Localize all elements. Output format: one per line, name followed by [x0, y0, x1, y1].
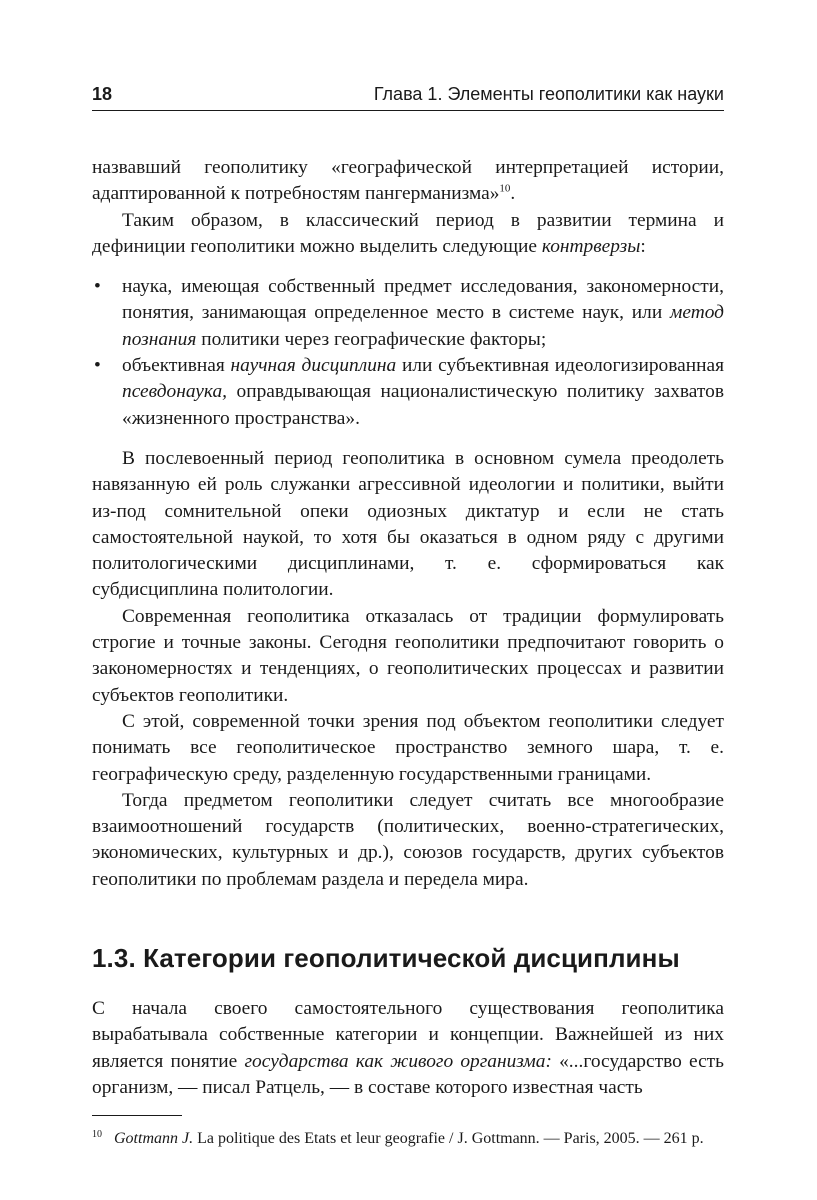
section-heading: 1.3. Категории геополитической дисциплины — [92, 943, 680, 974]
page-number: 18 — [92, 84, 113, 104]
footnote — [92, 1128, 724, 1150]
bullet-marker: • — [94, 276, 101, 298]
body-paragraph: С этой, современной точки зрения под объектом геополитики следует понимать все геополитическое пространство земного шара, т. е. географическую среду, разделенную государственными границами. — [92, 710, 724, 785]
body-paragraph: Современная геополитика отказалась от традиции формулировать строгие и точные законы. Сегодня геополитики предпочитают говорить о закономерностях и тенденциях, о геополитических процессах и развитии субъектов геополитики. — [92, 605, 724, 706]
footnote-ref[interactable]: 10 — [499, 182, 511, 195]
body-paragraph: Тогда предметом геополитики следует считать все многообразие взаимоотношений государств (политических, военно-стратегических, экономических, культурных и др.), союзов государств, других субъектов геополитики по проблемам раздела и передела мира. — [92, 789, 724, 890]
emphasis-term: научная дисциплина — [230, 355, 397, 377]
emphasis-term: государства как живого организма: — [244, 1050, 552, 1072]
list-item: • наука, имеющая собственный предмет исследования, закономерности, понятия, занимающая определенное место в системе наук, или метод познания политики через географические факторы; — [94, 276, 724, 350]
footnote-text: La politique des Etats et leur geografie / J. Gottmann. — Paris, 2005. — 261 p. — [193, 1130, 704, 1148]
bullet-list — [92, 274, 724, 432]
intro-paragraph: назвавший геополитику «географической интерпретацией истории, адаптированной к потребностям пангерманизма»$^{10}$. — [92, 157, 724, 205]
bullet-marker: • — [94, 355, 101, 377]
book-page — [92, 84, 724, 1150]
contr-paragraph: Таким образом, в классический период в развитии термина и дефиниции геополитики можно выделить следующие контрверзы: — [92, 209, 724, 257]
section-paragraph: С начала своего самостоятельного существования геополитика вырабатывала собственные категории и концепции. Важнейшей из них является понятие государства как живого организма: «...государство есть организм, — писал Ратцель, — в составе которого известная часть — [92, 998, 724, 1098]
footnote-divider — [92, 1115, 182, 1116]
body-paragraph: В послевоенный период геополитика в основном сумела преодолеть навязанную ей роль служанки агрессивной идеологии и политики, выйти из-под сомнительной опеки одиозных диктатур и если не стать самостоятельной наукой, то хотя бы оказаться в одном ряду с другими политологическими дисциплинами, т. е. сформироваться как субдисциплина политологии. — [92, 447, 724, 601]
list-item: • объективная научная дисциплина или субъективная идеологизированная псевдонаука, оправдывающая националистическую политику захватов «жизненного пространства». — [94, 355, 724, 429]
emphasis-term: метод познания — [122, 302, 724, 350]
chapter-title: Глава 1. Элементы геополитики как науки — [373, 84, 724, 104]
running-header — [92, 84, 724, 111]
footnote-number: 10 — [92, 1128, 102, 1140]
emphasis-term: псевдонаука, — [122, 381, 228, 403]
emphasis-term: контрверзы — [541, 235, 641, 257]
footnote-author: Gottmann J. — [114, 1130, 194, 1148]
